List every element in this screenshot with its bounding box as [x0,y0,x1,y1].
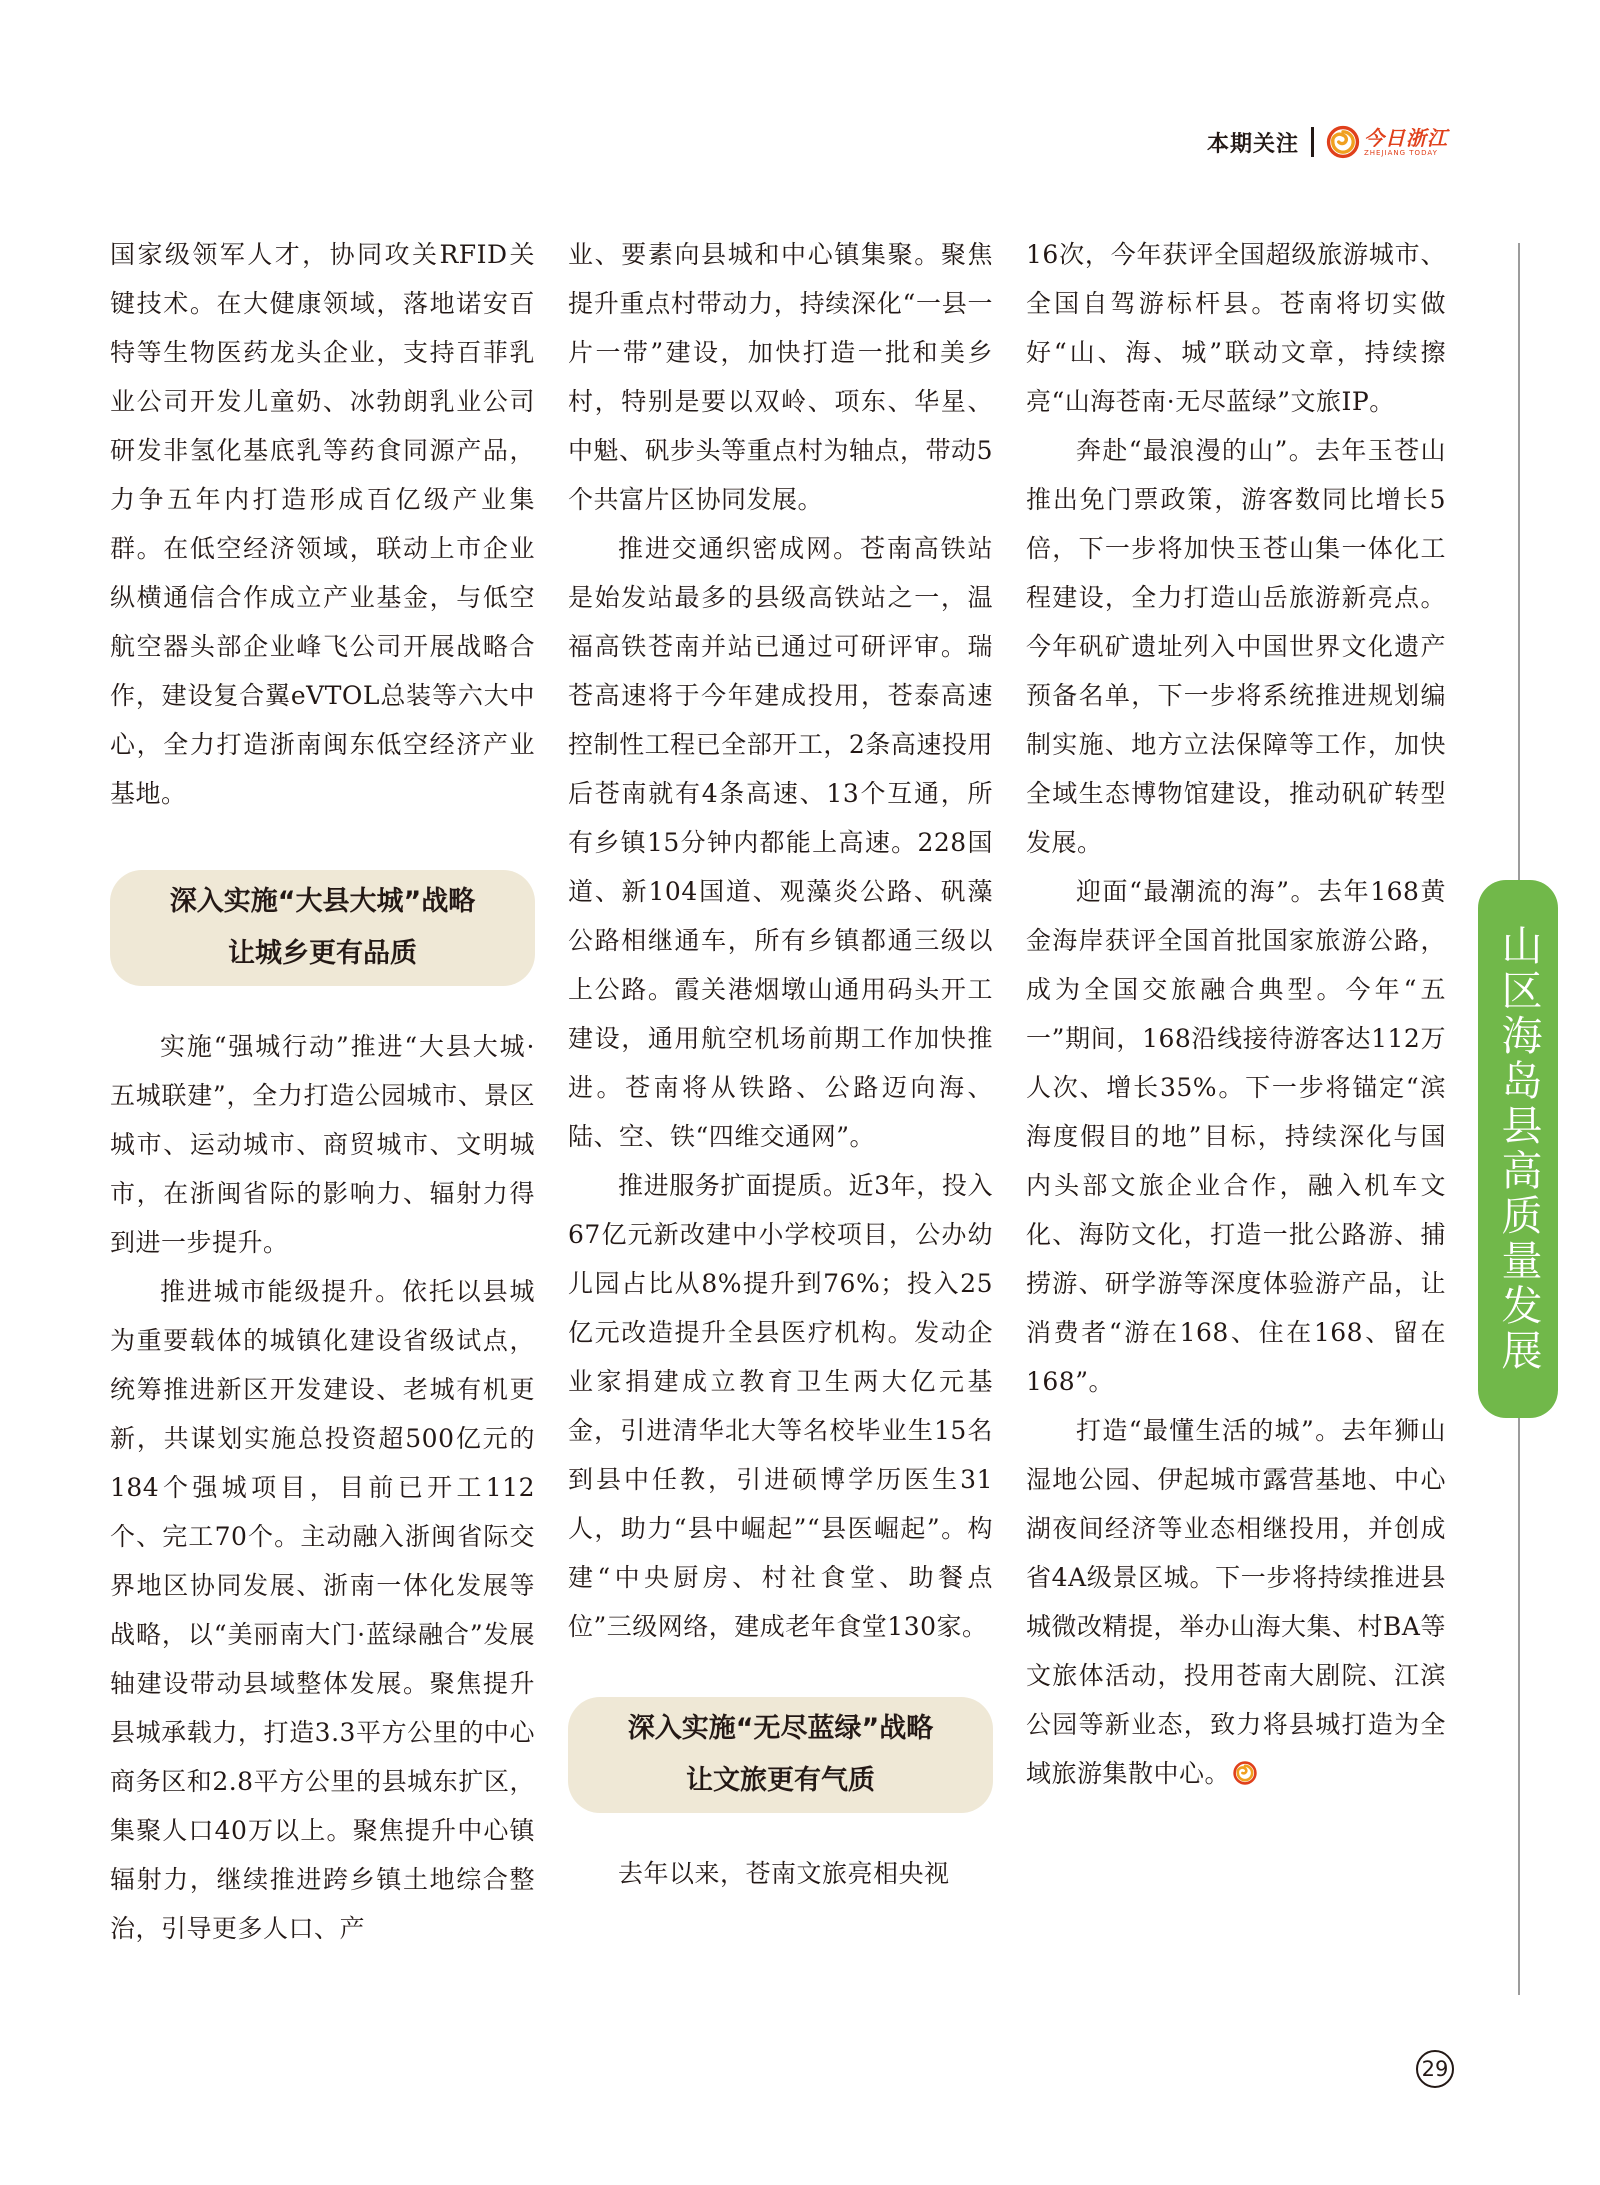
paragraph: 业、要素向县城和中心镇集聚。聚焦提升重点村带动力，持续深化“一县一片一带”建设，加快打造一批和美乡村，特别是要以双岭、项东、华星、中魁、矾步头等重点村为轴点，带动5个共富片区协同发展。 [568,240,993,514]
paragraph: 实施“强城行动”推进“大县大城·五城联建”，全力打造公园城市、景区城市、运动城市、商贸城市、文明城市，在浙闽省际的影响力、辐射力得到进一步提升。 [110,1032,535,1257]
side-rule-top [1518,243,1520,880]
header-divider [1311,127,1314,157]
paragraph: 推进服务扩面提质。近3年，投入67亿元新改建中小学校项目，公办幼儿园占比从8%提升到76%；投入25亿元改造提升全县医疗机构。发动企业家捐建成立教育卫生两大亿元基金，引进清华北大等名校毕业生15名到县中任教，引进硕博学历医生31人，助力“县中崛起”“县医崛起”。构建“中央厨房、村社食堂、助餐点位”三级网络，建成老年食堂130家。 [568,1171,993,1641]
section-heading-line: 深入实施“无尽蓝绿”战略 [627,1713,934,1744]
magazine-logo [1326,125,1448,159]
column-1 [110,230,535,1953]
section-heading-line: 让文旅更有气质 [686,1765,875,1796]
column-3 [1026,230,1446,1798]
logo-chinese: 今日浙江 [1364,125,1448,150]
paragraph-text: 打造“最懂生活的城”。去年狮山湿地公园、伊起城市露营基地、中心湖夜间经济等业态相继投用，并创成省4A级景区城。下一步将持续推进县城微改精提，举办山海大集、村BA等文旅体活动，投用苍南大剧院、江滨公园等新业态，致力将县城打造为全域旅游集散中心。 [1026,1416,1446,1788]
paragraph: 推进城市能级提升。依托以县城为重要载体的城镇化建设省级试点，统筹推进新区开发建设、老城有机更新，共谋划实施总投资超500亿元的184个强城项目，目前已开工112个、完工70个。主动融入浙闽省际交界地区协同发展、浙南一体化发展等战略，以“美丽南大门·蓝绿融合”发展轴建设带动县域整体发展。聚焦提升县城承载力，打造3.3平方公里的中心商务区和2.8平方公里的县城东扩区，集聚人口40万以上。聚焦提升中心镇辐射力，继续推进跨乡镇土地综合整治，引导更多人口、产 [110,1277,535,1943]
paragraph: 16次，今年获评全国超级旅游城市、全国自驾游标杆县。苍南将切实做好“山、海、城”联动文章，持续擦亮“山海苍南·无尽蓝绿”文旅IP。 [1026,240,1446,416]
swirl-logo-icon [1326,125,1360,159]
logo-english: ZHEJIANG TODAY [1364,148,1438,157]
side-tab [1478,880,1558,1418]
section-label: 本期关注 [1206,131,1299,157]
paragraph: 推进交通织密成网。苍南高铁站是始发站最多的县级高铁站之一，温福高铁苍南并站已通过可研评审。瑞苍高速将于今年建成投用，苍泰高速控制性工程已全部开工，2条高速投用后苍南就有4条高速、13个互通，所有乡镇15分钟内都能上高速。228国道、新104国道、观藻炎公路、矾藻公路相继通车，所有乡镇都通三级以上公路。霞关港烟墩山通用码头开工建设，通用航空机场前期工作加快推进。苍南将从铁路、公路迈向海、陆、空、铁“四维交通网”。 [568,534,993,1151]
column-2 [568,230,993,1898]
paragraph: 迎面“最潮流的海”。去年168黄金海岸获评全国首批国家旅游公路，成为全国交旅融合典型。今年“五一”期间，168沿线接待游客达112万人次、增长35%。下一步将锚定“滨海度假目的地”目标，持续深化与国内头部文旅企业合作，融入机车文化、海防文化，打造一批公路游、捕捞游、研学游等深度体验游产品，让消费者“游在168、住在168、留在168”。 [1026,877,1446,1396]
section-heading-line: 深入实施“大县大城”战略 [169,886,476,917]
side-tab-text: 山区海岛县高质量发展 [1494,924,1543,1374]
section-heading-line: 让城乡更有品质 [228,938,417,969]
page-number: 29 [1416,2050,1454,2088]
paragraph: 国家级领军人才，协同攻关RFID关键技术。在大健康领域，落地诺安百特等生物医药龙头企业，支持百菲乳业公司开发儿童奶、冰勃朗乳业公司研发非氢化基底乳等药食同源产品，力争五年内打造形成百亿级产业集群。在低空经济领域，联动上市企业纵横通信合作成立产业基金，与低空航空器头部企业峰飞公司开展战略合作，建设复合翼eVTOL总装等六大中心，全力打造浙南闽东低空经济产业基地。 [110,240,535,808]
paragraph-last [1026,1406,1446,1798]
page-header [1207,118,1448,166]
side-rule-bottom [1518,1418,1520,1995]
section-heading-2 [568,1697,993,1813]
paragraph: 去年以来，苍南文旅亮相央视 [618,1859,950,1888]
paragraph: 奔赴“最浪漫的山”。去年玉苍山推出免门票政策，游客数同比增长5倍，下一步将加快玉苍山集一体化工程建设，全力打造山岳旅游新亮点。今年矾矿遗址列入中国世界文化遗产预备名单，下一步将系统推进规划编制实施、地方立法保障等工作，加快全域生态博物馆建设，推动矾矿转型发展。 [1026,436,1446,857]
section-heading-1 [110,870,535,986]
swirl-end-icon [1232,1760,1258,1786]
